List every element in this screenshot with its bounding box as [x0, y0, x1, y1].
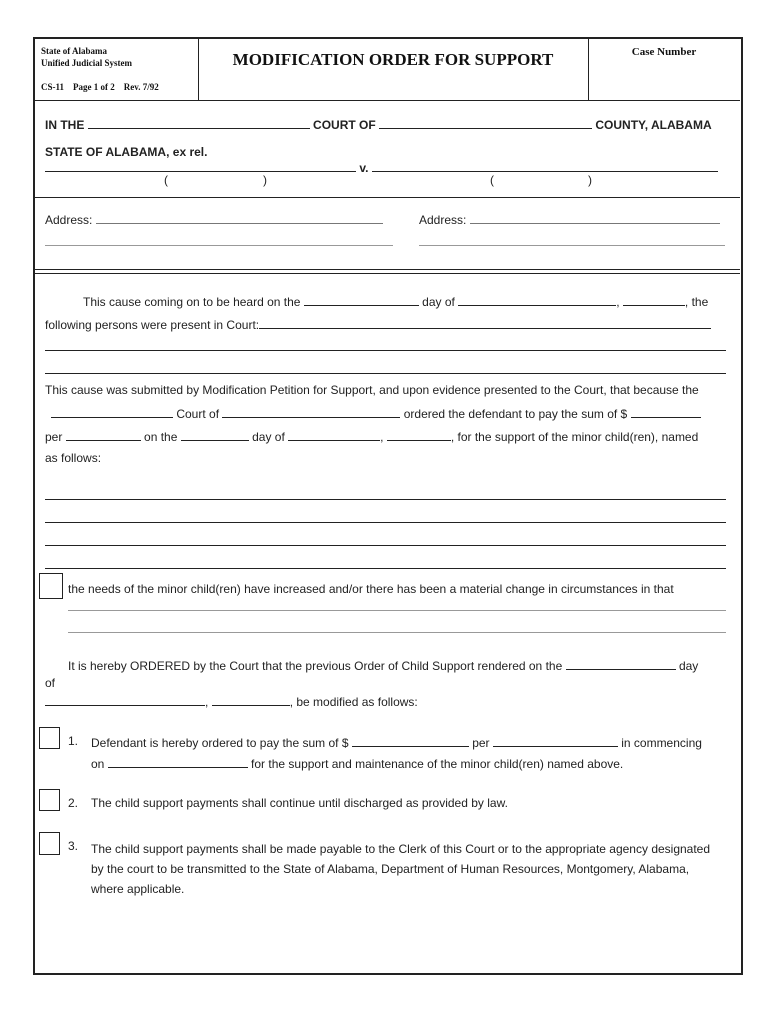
defendant-name-field[interactable] [372, 159, 718, 172]
header-system: Unified Judicial System [41, 58, 133, 68]
county-name-field[interactable] [379, 116, 592, 129]
defendant-address-label: Address: [419, 213, 467, 227]
address-section-rule-1 [34, 269, 740, 270]
prior-day-field[interactable] [181, 428, 249, 441]
prior-ordered-text: ordered the defendant to pay the sum of $ [403, 407, 628, 421]
needs-changed-checkbox[interactable] [39, 573, 63, 599]
modified-line [45, 693, 418, 709]
ordered-text: It is hereby ORDERED by the Court that the previous Order of Child Support rendered on the [68, 659, 563, 673]
hearing-text-4: , the [684, 295, 709, 309]
prior-county-field[interactable] [222, 405, 400, 418]
plaintiff-address [45, 211, 383, 227]
defendant-paren-open: ( [490, 173, 494, 187]
prior-month-field[interactable] [288, 428, 380, 441]
plaintiff-name-field[interactable] [45, 159, 356, 172]
children-line-4[interactable] [45, 568, 726, 569]
hearing-line [83, 293, 708, 309]
item-2-number: 2. [68, 796, 79, 810]
item-1-line-1 [91, 734, 702, 750]
needs-reason-line-1[interactable] [68, 610, 726, 611]
item-1-number: 1. [68, 734, 79, 748]
defendant-address-line-2[interactable] [419, 245, 725, 246]
on-the-label: on the [144, 430, 178, 444]
prior-schedule-line [45, 428, 698, 444]
item-3-text [91, 839, 710, 899]
plaintiff-paren-open: ( [164, 173, 168, 187]
prior-court-field[interactable] [51, 405, 173, 418]
item-3-line-2: by the court to be transmitted to the State of Alabama, Department of Human Resources, Montgomery, Alabama, [91, 862, 690, 876]
address-section-top-rule [34, 197, 740, 198]
present-persons-field[interactable] [259, 316, 711, 329]
county-label: COUNTY, ALABAMA [595, 118, 712, 132]
ordered-line [68, 657, 698, 673]
address-section-rule-2 [34, 273, 740, 274]
header-state-block [41, 45, 132, 69]
item-1-line-2 [91, 755, 623, 771]
needs-reason-line-2[interactable] [68, 632, 726, 633]
revision: Rev. 7/92 [123, 82, 159, 92]
item-1-text-b: per [472, 736, 490, 750]
children-line-3[interactable] [45, 545, 726, 546]
item-1-text-a: Defendant is hereby ordered to pay the sum of $ [91, 736, 349, 750]
new-amount-field[interactable] [352, 734, 469, 747]
item-3-number: 3. [68, 839, 79, 853]
previous-order-month-field[interactable] [45, 693, 205, 706]
ordered-day-label: day [678, 659, 699, 673]
case-number-field[interactable] [592, 64, 734, 94]
page-indicator: Page 1 of 2 [73, 82, 115, 92]
present-line [45, 316, 711, 332]
hearing-text-2: day of [422, 295, 455, 309]
court-of-label: COURT OF [313, 118, 376, 132]
defendant-paren-close: ) [588, 173, 592, 187]
parties-line [45, 159, 718, 175]
versus-label: v. [359, 161, 369, 175]
commencing-date-field[interactable] [108, 755, 248, 768]
item-2-text: The child support payments shall continue until discharged as provided by law. [91, 796, 508, 810]
case-number-label: Case Number [631, 46, 697, 58]
new-period-field[interactable] [493, 734, 618, 747]
header-bottom-rule [34, 100, 740, 101]
day-of-label: day of [252, 430, 285, 444]
header-state: State of Alabama [41, 46, 107, 56]
defendant-address-field[interactable] [470, 211, 720, 224]
item-3-line-1: The child support payments shall be made payable to the Clerk of this Court or to the appropriate agency designated [91, 842, 711, 856]
support-of-text: , for the support of the minor child(ren), named [450, 430, 699, 444]
prior-court-of-label: Court of [176, 407, 220, 421]
needs-text: the needs of the minor child(ren) have increased and/or there has been a material change in circumstances in that [68, 582, 674, 596]
previous-order-year-field[interactable] [212, 693, 290, 706]
modified-comma: , [205, 695, 209, 709]
submitted-text: This cause was submitted by Modification Petition for Support, and upon evidence presented to the Court, that because the [45, 383, 699, 397]
item-3-checkbox[interactable] [39, 832, 60, 855]
hearing-day-field[interactable] [304, 293, 419, 306]
defendant-address [419, 211, 720, 227]
hearing-text-1: This cause coming on to be heard on the [83, 295, 301, 309]
item-1-text-on: on [91, 757, 105, 771]
ordered-of-label: of [45, 676, 56, 690]
present-persons-line-2[interactable] [45, 350, 726, 351]
present-text: following persons were present in Court: [45, 318, 260, 332]
state-ex-rel-label: STATE OF ALABAMA, ex rel. [45, 145, 208, 159]
page-title: MODIFICATION ORDER FOR SUPPORT [232, 50, 554, 69]
item-2-checkbox[interactable] [39, 789, 60, 811]
item-1-checkbox[interactable] [39, 727, 60, 749]
present-persons-line-3[interactable] [45, 373, 726, 374]
children-line-2[interactable] [45, 522, 726, 523]
hearing-text-3: , [616, 295, 620, 309]
modified-text: , be modified as follows: [289, 695, 418, 709]
hearing-month-field[interactable] [458, 293, 616, 306]
form-frame [33, 37, 743, 975]
court-line [45, 116, 712, 132]
header-form-info [41, 82, 159, 92]
plaintiff-paren-close: ) [263, 173, 267, 187]
plaintiff-address-field[interactable] [96, 211, 383, 224]
plaintiff-address-line-2[interactable] [45, 245, 393, 246]
prior-order-line [51, 405, 701, 421]
plaintiff-address-label: Address: [45, 213, 93, 227]
children-line-1[interactable] [45, 499, 726, 500]
hearing-year-field[interactable] [623, 293, 685, 306]
comma-label: , [380, 430, 384, 444]
item-3-line-3: where applicable. [91, 882, 185, 896]
form-code: CS-11 [41, 82, 65, 92]
as-follows-label: as follows: [45, 451, 102, 465]
prior-year-field[interactable] [387, 428, 451, 441]
prior-amount-field[interactable] [631, 405, 701, 418]
court-name-field[interactable] [88, 116, 310, 129]
previous-order-date-field[interactable] [566, 657, 676, 670]
item-1-text-c: in commencing [621, 736, 702, 750]
in-the-label: IN THE [45, 118, 85, 132]
prior-period-field[interactable] [66, 428, 141, 441]
per-label: per [45, 430, 63, 444]
item-1-text-d: for the support and maintenance of the minor child(ren) named above. [251, 757, 624, 771]
